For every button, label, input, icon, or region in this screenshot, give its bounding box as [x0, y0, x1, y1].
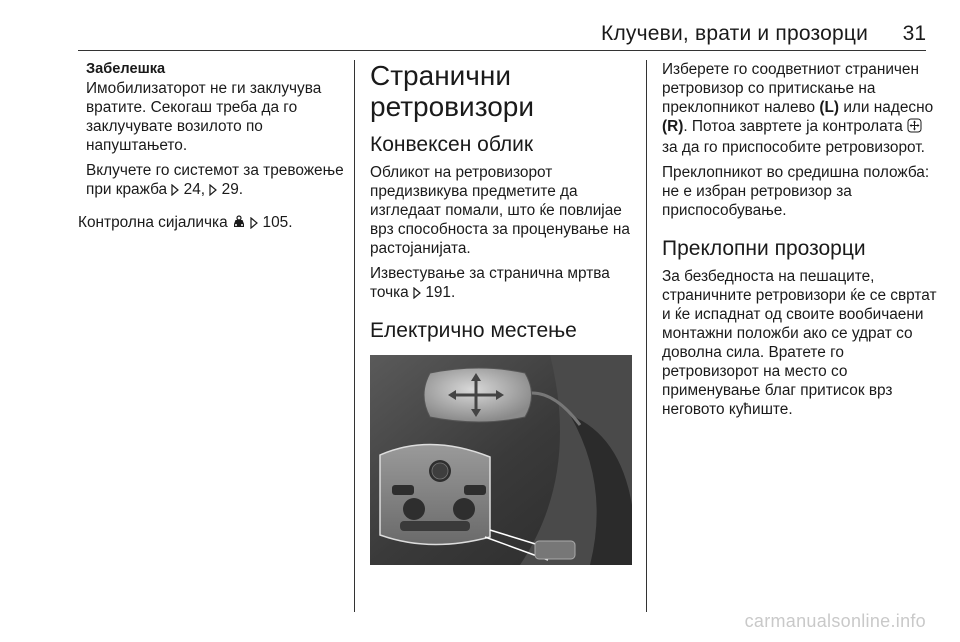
- mirror-control-photo: [370, 355, 632, 565]
- column-1: [78, 60, 348, 240]
- knob-icon: [907, 118, 922, 138]
- footer-watermark: carmanualsonline.info: [744, 611, 926, 631]
- label-right: (R): [662, 118, 684, 135]
- note-title: Забелешка: [86, 61, 166, 77]
- blind-spot-text: Известување за странична мртва точка: [370, 265, 610, 301]
- blind-spot-end: .: [451, 284, 456, 301]
- column-divider-2: [646, 60, 647, 612]
- car-lock-icon: [232, 215, 246, 234]
- page-ref-24[interactable]: 24: [183, 181, 201, 198]
- triangle-right-icon: [171, 182, 179, 201]
- note-p2-text: Вклучете го системот за тревожење при кражба: [86, 162, 344, 198]
- page-number: 31: [902, 22, 926, 45]
- p1-text-d: за да го приспособите ретровизорот.: [662, 139, 925, 156]
- control-light-text: Контролна сијаличка: [78, 214, 232, 231]
- control-end: .: [288, 214, 293, 231]
- header-rule: [78, 50, 926, 51]
- ref-separator: ,: [200, 181, 210, 198]
- p1-text-b: или надесно: [839, 99, 934, 116]
- page-header: [0, 0, 960, 52]
- paragraph-select-mirror: [662, 60, 937, 157]
- paragraph-center-position: Преклопникот во средишна положба: не е избран ретровизор за приспособување.: [662, 164, 930, 219]
- column-2: [370, 60, 636, 565]
- p1-text-a: Изберете го соодветниот страничен ретровизор со притискање на преклопникот налево: [662, 61, 919, 116]
- page-ref-29[interactable]: 29: [221, 181, 239, 198]
- control-light-line: [78, 213, 348, 234]
- column-3: [662, 60, 937, 425]
- subheading-convex: Конвексен облик: [370, 133, 534, 156]
- header-title: Клучеви, врати и прозорци: [601, 22, 868, 45]
- ref-end: .: [238, 181, 244, 198]
- subheading-electric: Електрично местење: [370, 319, 577, 342]
- p1-text-c: . Потоа завртете ја контролата: [683, 118, 908, 135]
- subheading-folding: Преклопни прозорци: [662, 237, 866, 260]
- paragraph-blind-spot: [370, 264, 636, 304]
- paragraph-convex: Обликот на ретровизорот предизвикува предметите да изгледаат помали, што ќе повлијае врз способноста за проценување на растојанијата.: [370, 164, 630, 257]
- page-ref-191[interactable]: 191: [425, 284, 451, 301]
- label-left: (L): [819, 99, 840, 116]
- page-ref-105[interactable]: 105: [262, 214, 289, 231]
- paragraph-folding: За безбедноста на пешаците, страничните ретровизори ќе се свртат и ќе испаднат од своите вообичаени монтажни положби ако се удрат со доволна сила. Вратете го ретровизорот на место со применување благ притисок врз неговото кућиште.: [662, 268, 937, 418]
- section-heading-mirrors: Странични ретровизори: [370, 60, 535, 122]
- note-box: [78, 60, 348, 201]
- note-paragraph-1: Имобилизаторот не ги заклучува вратите. Секогаш треба да го заклучувате возилото по напуштањето.: [86, 80, 322, 154]
- triangle-right-icon: [209, 182, 217, 201]
- column-divider-1: [354, 60, 355, 612]
- note-paragraph-2: [86, 161, 348, 201]
- triangle-right-icon: [413, 285, 421, 304]
- triangle-right-icon: [250, 215, 258, 234]
